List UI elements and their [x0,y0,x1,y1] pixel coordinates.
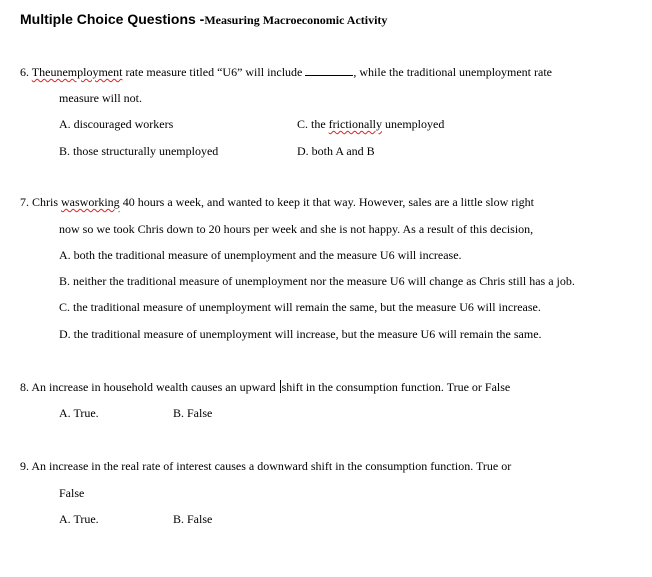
spellcheck-word: frictionally [328,117,382,131]
q7-line1: 7. Chris wasworking 40 hours a week, and wanted to keep it that way. However, sales are a little slow right [20,195,534,209]
spellcheck-word: Theunemployment [31,65,123,79]
answer-blank [305,65,353,76]
q7-option-d: D. the traditional measure of unemployment will increase, but the measure U6 will remain the same. [59,327,542,341]
q9-line2: False [59,486,85,500]
spellcheck-word: wasworking [61,195,120,209]
q7-option-b: B. neither the traditional measure of unemployment nor the measure U6 will change as Chris still has a job. [59,274,575,288]
document-title [20,11,387,28]
q6-line1: 6. Theunemployment rate measure titled “U6” will include , while the traditional unemployment rate [20,65,552,79]
q9-option-a: A. True. [59,512,99,526]
title-subtitle: Measuring Macroeconomic Activity [204,13,388,27]
q7-line2: now so we took Chris down to 20 hours per week and she is not happy. As a result of this decision, [59,222,534,236]
q6-option-a: A. discouraged workers [59,117,174,131]
q6-option-d: D. both A and B [297,144,375,158]
title-main: Multiple Choice Questions - [20,11,205,27]
q8-option-b: B. False [173,406,213,420]
q6-line2: measure will not. [59,91,142,105]
q6-option-c: C. the frictionally unemployed [297,117,445,131]
q6-option-b: B. those structurally unemployed [59,144,219,158]
text-cursor [280,380,281,393]
q9-option-b: B. False [173,512,213,526]
q7-option-c: C. the traditional measure of unemployment will remain the same, but the measure U6 will increase. [59,300,541,314]
q8-option-a: A. True. [59,406,99,420]
q7-option-a: A. both the traditional measure of unemployment and the measure U6 will increase. [59,248,462,262]
q8-line1: 8. An increase in household wealth causes an upward shift in the consumption function. True or False [20,380,511,394]
q9-line1: 9. An increase in the real rate of interest causes a downward shift in the consumption function. True or [20,459,512,473]
